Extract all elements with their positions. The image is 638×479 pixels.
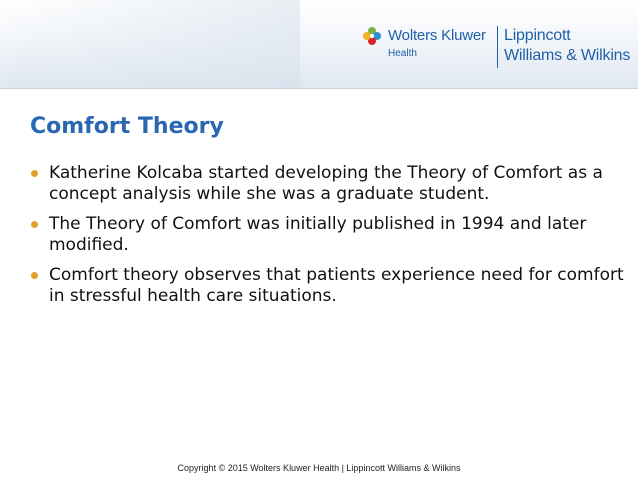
bullet-dot-icon (31, 272, 38, 279)
header-band (0, 0, 638, 89)
header-gradient (0, 0, 300, 88)
bullet-text: Comfort theory observes that patients experience need for comfort in stressful health care situations. (49, 265, 624, 306)
copyright-footer: Copyright © 2015 Wolters Kluwer Health | Lippincott Williams & Wilkins (177, 463, 461, 473)
brand-name: Wolters Kluwer (388, 27, 486, 44)
bullet-text: Katherine Kolcaba started developing the Theory of Comfort as a concept analysis while she was a graduate student. (49, 163, 603, 204)
bullet-list (30, 163, 630, 316)
bullet-item (30, 265, 630, 307)
brand-right (504, 26, 630, 66)
slide-title: Comfort Theory (30, 114, 224, 139)
brand-right-line1: Lippincott (504, 27, 571, 44)
bullet-item (30, 214, 630, 256)
bullet-item (30, 163, 630, 205)
brand-divider (497, 26, 498, 68)
bullet-dot-icon (31, 221, 38, 228)
brand-sub: Health (388, 48, 417, 59)
brand-right-line2: Williams & Wilkins (504, 47, 631, 64)
bullet-dot-icon (31, 170, 38, 177)
bullet-text: The Theory of Comfort was initially published in 1994 and later modified. (49, 214, 587, 255)
wolters-kluwer-logo-icon (361, 25, 383, 47)
